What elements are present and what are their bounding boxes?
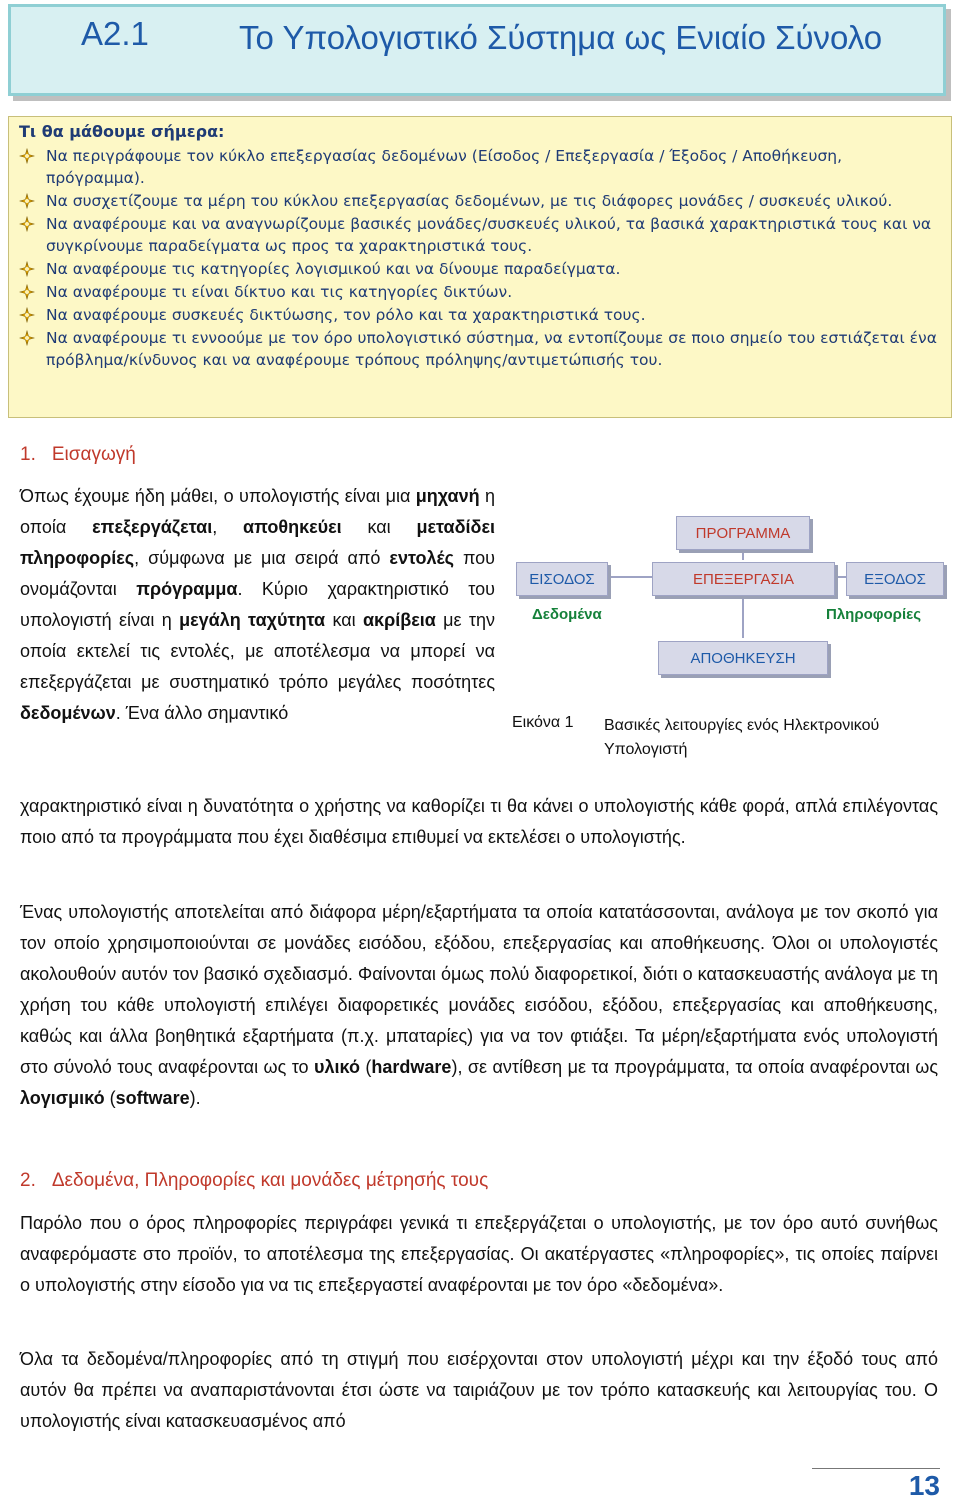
section-1-heading — [20, 444, 136, 466]
bullet-icon — [19, 330, 35, 346]
output-box: ΕΞΟΔΟΣ — [846, 562, 944, 596]
goals-heading: Τι θα μάθουμε σήμερα: — [19, 122, 225, 141]
section-title: Εισαγωγή — [51, 444, 136, 465]
computer-functions-diagram — [512, 510, 952, 770]
title-banner — [8, 4, 946, 96]
input-box: ΕΙΣΟΔΟΣ — [516, 562, 608, 596]
figure-caption-number: Εικόνα 1 — [512, 714, 574, 731]
section-title: Δεδομένα, Πληροφορίες και μονάδες μέτρησής τους — [51, 1170, 489, 1191]
data-label: Δεδομένα — [532, 606, 602, 623]
bullet-icon — [19, 261, 35, 277]
goal-item: Να αναφέρουμε τις κατηγορίες λογισμικού και να δίνουμε παραδείγματα. — [19, 258, 939, 280]
section-2-heading — [20, 1170, 488, 1192]
data-info-paragraph: Παρόλο που ο όρος πληροφορίες περιγράφει γενικά τι επεξεργάζεται ο υπολογιστής, με τον όρο αυτό συνήθως αναφερόμαστε στο προϊόν, το αποτέλεσμα της επεξεργασίας. Οι ακατέργαστες «πληροφορίες», τις οποίες παίρνει ο υπολογιστής στην είσοδο για να τις επεξεργαστεί αναφέρονται με τον όρο «δεδομένα». — [20, 1213, 938, 1295]
footer-rule — [812, 1468, 940, 1469]
intro-paragraph-continued: χαρακτηριστικό είναι η δυνατότητα ο χρήστης να καθορίζει τι θα κάνει ο υπολογιστής κάθε φορά, απλά επιλέγοντας ποιο από τα προγράμματα που έχει διαθέσιμα επιθυμεί να εκτελέσει ο υπολογιστής. — [20, 796, 938, 847]
goal-item: Να αναφέρουμε και να αναγνωρίζουμε βασικές μονάδες/συσκευές υλικού, τα βασικά χαρακτηριστικά τους και να συγκρίνουμε παραδείγματα ως προς τα χαρακτηριστικά τους. — [19, 213, 939, 257]
bullet-icon — [19, 193, 35, 209]
intro-paragraph: Όπως έχουμε ήδη μάθει, ο υπολογιστής είναι μια μηχανή η οποία επεξεργάζεται, αποθηκεύει και μεταδίδει πληροφορίες, σύμφωνα με μια σειρά από εντολές που ονομάζονται πρόγραμμα. Κύριο χαρακτηριστικό του υπολογιστή είναι η μεγάλη ταχύτητα και ακρίβεια με την οποία εκτελεί τις εντολές, με αποτέλεσμα να μπορεί να επεξεργάζεται με συστηματικό τρόπο μεγάλες ποσότητες δεδομένων. Ένα άλλο σημαντικό — [20, 486, 496, 723]
section-number: 1. — [20, 444, 36, 465]
goal-item: Να αναφέρουμε τι εννοούμε με τον όρο υπολογιστικό σύστημα, να εντοπίζουμε σε ποιο σημείο του εστιάζεται ένα πρόβλημα/κίνδυνος και να αναφέρουμε τρόπους πρόληψης/αντιμετώπισής του. — [19, 327, 939, 371]
page-number: 13 — [908, 1470, 940, 1501]
information-label: Πληροφορίες — [826, 606, 922, 623]
goal-item: Να αναφέρουμε συσκευές δικτύωσης, τον ρόλο και τα χαρακτηριστικά τους. — [19, 304, 939, 326]
program-box: ΠΡΟΓΡΑΜΜΑ — [676, 516, 810, 550]
components-paragraph: Ένας υπολογιστής αποτελείται από διάφορα μέρη/εξαρτήματα τα οποία κατατάσσονται, ανάλογα με τον σκοπό για τον οποίο χρησιμοποιούνται σε μονάδες εισόδου, εξόδου, επεξεργασίας και αποθήκευσης. Όλοι οι υπολογιστές ακολουθούν αυτόν τον βασικό σχεδιασμό. Φαίνονται όμως πολύ διαφορετικοί, διότι ο κατασκευαστής ανάλογα με τη χρήση του κάθε υπολογιστή επιλέγει διαφορετικές μονάδες εισόδου, εξόδου, επεξεργασίας και αποθήκευσης, καθώς και άλλα βοηθητικά εξαρτήματα (π.χ. μπαταρίες) για να τον φτιάξει. Τα μέρη/εξαρτήματα ενός υπολογιστή στο σύνολό τους αναφέρονται ως το υλικό (hardware), σε αντίθεση με τα προγράμματα, τα οποία αναφέρονται ως λογισμικό (software). — [20, 902, 938, 1108]
bullet-icon — [19, 284, 35, 300]
figure-caption-text: Βασικές λειτουργίες ενός Ηλεκτρονικού Υπολογιστή — [604, 717, 880, 758]
storage-box: ΑΠΟΘΗΚΕΥΣΗ — [658, 641, 828, 675]
goal-item: Να συσχετίζουμε τα μέρη του κύκλου επεξεργασίας δεδομένων, με τις διάφορες μονάδες / συσκευές υλικού. — [19, 190, 939, 212]
goal-item: Να αναφέρουμε τι είναι δίκτυο και τις κατηγορίες δικτύων. — [19, 281, 939, 303]
bullet-icon — [19, 148, 35, 164]
processing-box: ΕΠΕΞΕΡΓΑΣΙΑ — [652, 562, 835, 596]
section-number: 2. — [20, 1170, 36, 1191]
bullet-icon — [19, 216, 35, 232]
representation-paragraph: Όλα τα δεδομένα/πληροφορίες από τη στιγμή που εισέρχονται στον υπολογιστή μέχρι και την έξοδό τους από αυτόν θα πρέπει να αναπαριστάνονται έτσι ώστε να ταιριάζουν με τον τρόπο κατασκευής και λειτουργίας του. Ο υπολογιστής είναι κατασκευασμένος από — [20, 1349, 938, 1431]
goal-item: Να περιγράφουμε τον κύκλο επεξεργασίας δεδομένων (Είσοδος / Επεξεργασία / Έξοδος / Αποθήκευση, πρόγραμμα). — [19, 145, 939, 189]
lesson-number: A2.1 — [81, 15, 149, 52]
learning-goals-box — [8, 116, 952, 418]
bullet-icon — [19, 307, 35, 323]
lesson-title: Το Υπολογιστικό Σύστημα ως Ενιαίο Σύνολο — [239, 19, 883, 56]
goals-list — [19, 145, 939, 372]
